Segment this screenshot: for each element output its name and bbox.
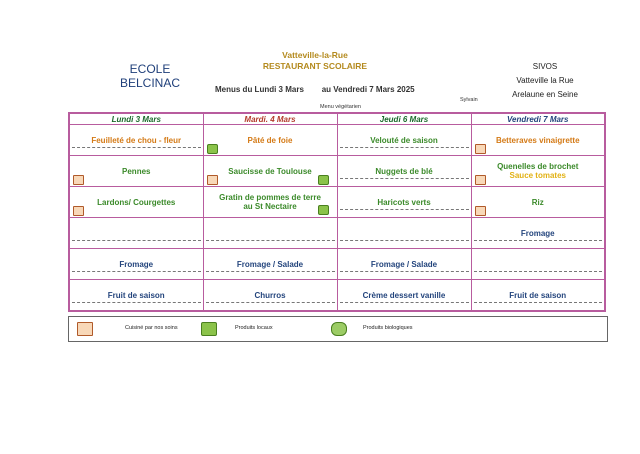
- main-friday: Quenelles de brochet Sauce tomates: [471, 156, 605, 187]
- school-name: [100, 62, 200, 90]
- starter-tuesday: Pâté de foie: [203, 125, 337, 156]
- row-main: [69, 156, 605, 187]
- menus-au: au Vendredi 7 Mars 2025: [321, 85, 415, 94]
- day-friday: Vendredi 7 Mars: [471, 113, 605, 125]
- main-tuesday: Saucisse de Toulouse: [203, 156, 337, 187]
- house-icon: [475, 144, 486, 154]
- restaurant-name: RESTAURANT SCOLAIRE: [262, 61, 368, 71]
- sivos-line-3: Arelaune en Seine: [512, 90, 578, 99]
- cheese2-monday: Fromage: [69, 249, 203, 280]
- row-cheese-1: [69, 218, 605, 249]
- sivos-block: [500, 60, 590, 102]
- row-starter: [69, 125, 605, 156]
- legend-local: Produits locaux: [235, 325, 273, 331]
- cheese2-friday: [471, 249, 605, 280]
- house-icon: [207, 175, 218, 185]
- sauce-label: Sauce tomates: [509, 171, 566, 181]
- cheese2-thursday: Fromage / Salade: [337, 249, 471, 280]
- starter-thursday: Velouté de saison: [337, 125, 471, 156]
- legend: [68, 316, 608, 342]
- legend-home: Cuisiné par nos soins: [125, 325, 178, 331]
- starter-friday: Betteraves vinaigrette: [471, 125, 605, 156]
- sivos-line-1: SIVOS: [532, 62, 558, 71]
- local-product-icon: [318, 175, 329, 185]
- days-row: [69, 113, 605, 125]
- side-thursday: Haricots verts: [337, 187, 471, 218]
- cheese1-thursday: [337, 218, 471, 249]
- town-name: Vatteville-la-Rue: [282, 50, 348, 60]
- house-icon: [73, 206, 84, 216]
- dessert-thursday: Crème dessert vanille: [337, 280, 471, 311]
- dessert-tuesday: Churros: [203, 280, 337, 311]
- main-thursday: Nuggets de blé: [337, 156, 471, 187]
- author: Sylvain: [460, 97, 478, 103]
- local-product-icon: [318, 205, 329, 215]
- side-monday: Lardons/ Courgettes: [69, 187, 203, 218]
- school-line-2: BELCINAC: [119, 76, 181, 90]
- veg-menu-label: Menu végétarien: [320, 104, 361, 110]
- cheese1-friday: Fromage: [471, 218, 605, 249]
- side-tuesday: Gratin de pommes de terre au St Nectaire: [203, 187, 337, 218]
- day-thursday: Jeudi 6 Mars: [337, 113, 471, 125]
- house-icon: [475, 206, 486, 216]
- gratin-extra: au St Nectaire: [243, 202, 297, 212]
- side-friday: Riz: [471, 187, 605, 218]
- menu-dates: [215, 85, 415, 94]
- house-icon: [77, 322, 93, 336]
- day-tuesday: Mardi. 4 Mars: [203, 113, 337, 125]
- day-monday: Lundi 3 Mars: [69, 113, 203, 125]
- main-monday: Pennes: [69, 156, 203, 187]
- legend-bio: Produits biologiques: [363, 325, 413, 331]
- starter-monday: Feuilleté de chou - fleur: [69, 125, 203, 156]
- header-title: [200, 50, 430, 72]
- school-line-1: ECOLE: [129, 62, 171, 76]
- row-cheese-2: [69, 249, 605, 280]
- cheese1-monday: [69, 218, 203, 249]
- menu-table: [68, 112, 606, 312]
- house-icon: [73, 175, 84, 185]
- cheese2-tuesday: Fromage / Salade: [203, 249, 337, 280]
- local-product-icon: [207, 144, 218, 154]
- organic-icon: [331, 322, 347, 336]
- house-icon: [475, 175, 486, 185]
- row-side: [69, 187, 605, 218]
- cheese1-tuesday: [203, 218, 337, 249]
- row-dessert: [69, 280, 605, 311]
- local-product-icon: [201, 322, 217, 336]
- sivos-line-2: Vatteville la Rue: [516, 76, 574, 85]
- dessert-monday: Fruit de saison: [69, 280, 203, 311]
- dessert-friday: Fruit de saison: [471, 280, 605, 311]
- menus-du: Menus du Lundi 3 Mars: [215, 85, 304, 94]
